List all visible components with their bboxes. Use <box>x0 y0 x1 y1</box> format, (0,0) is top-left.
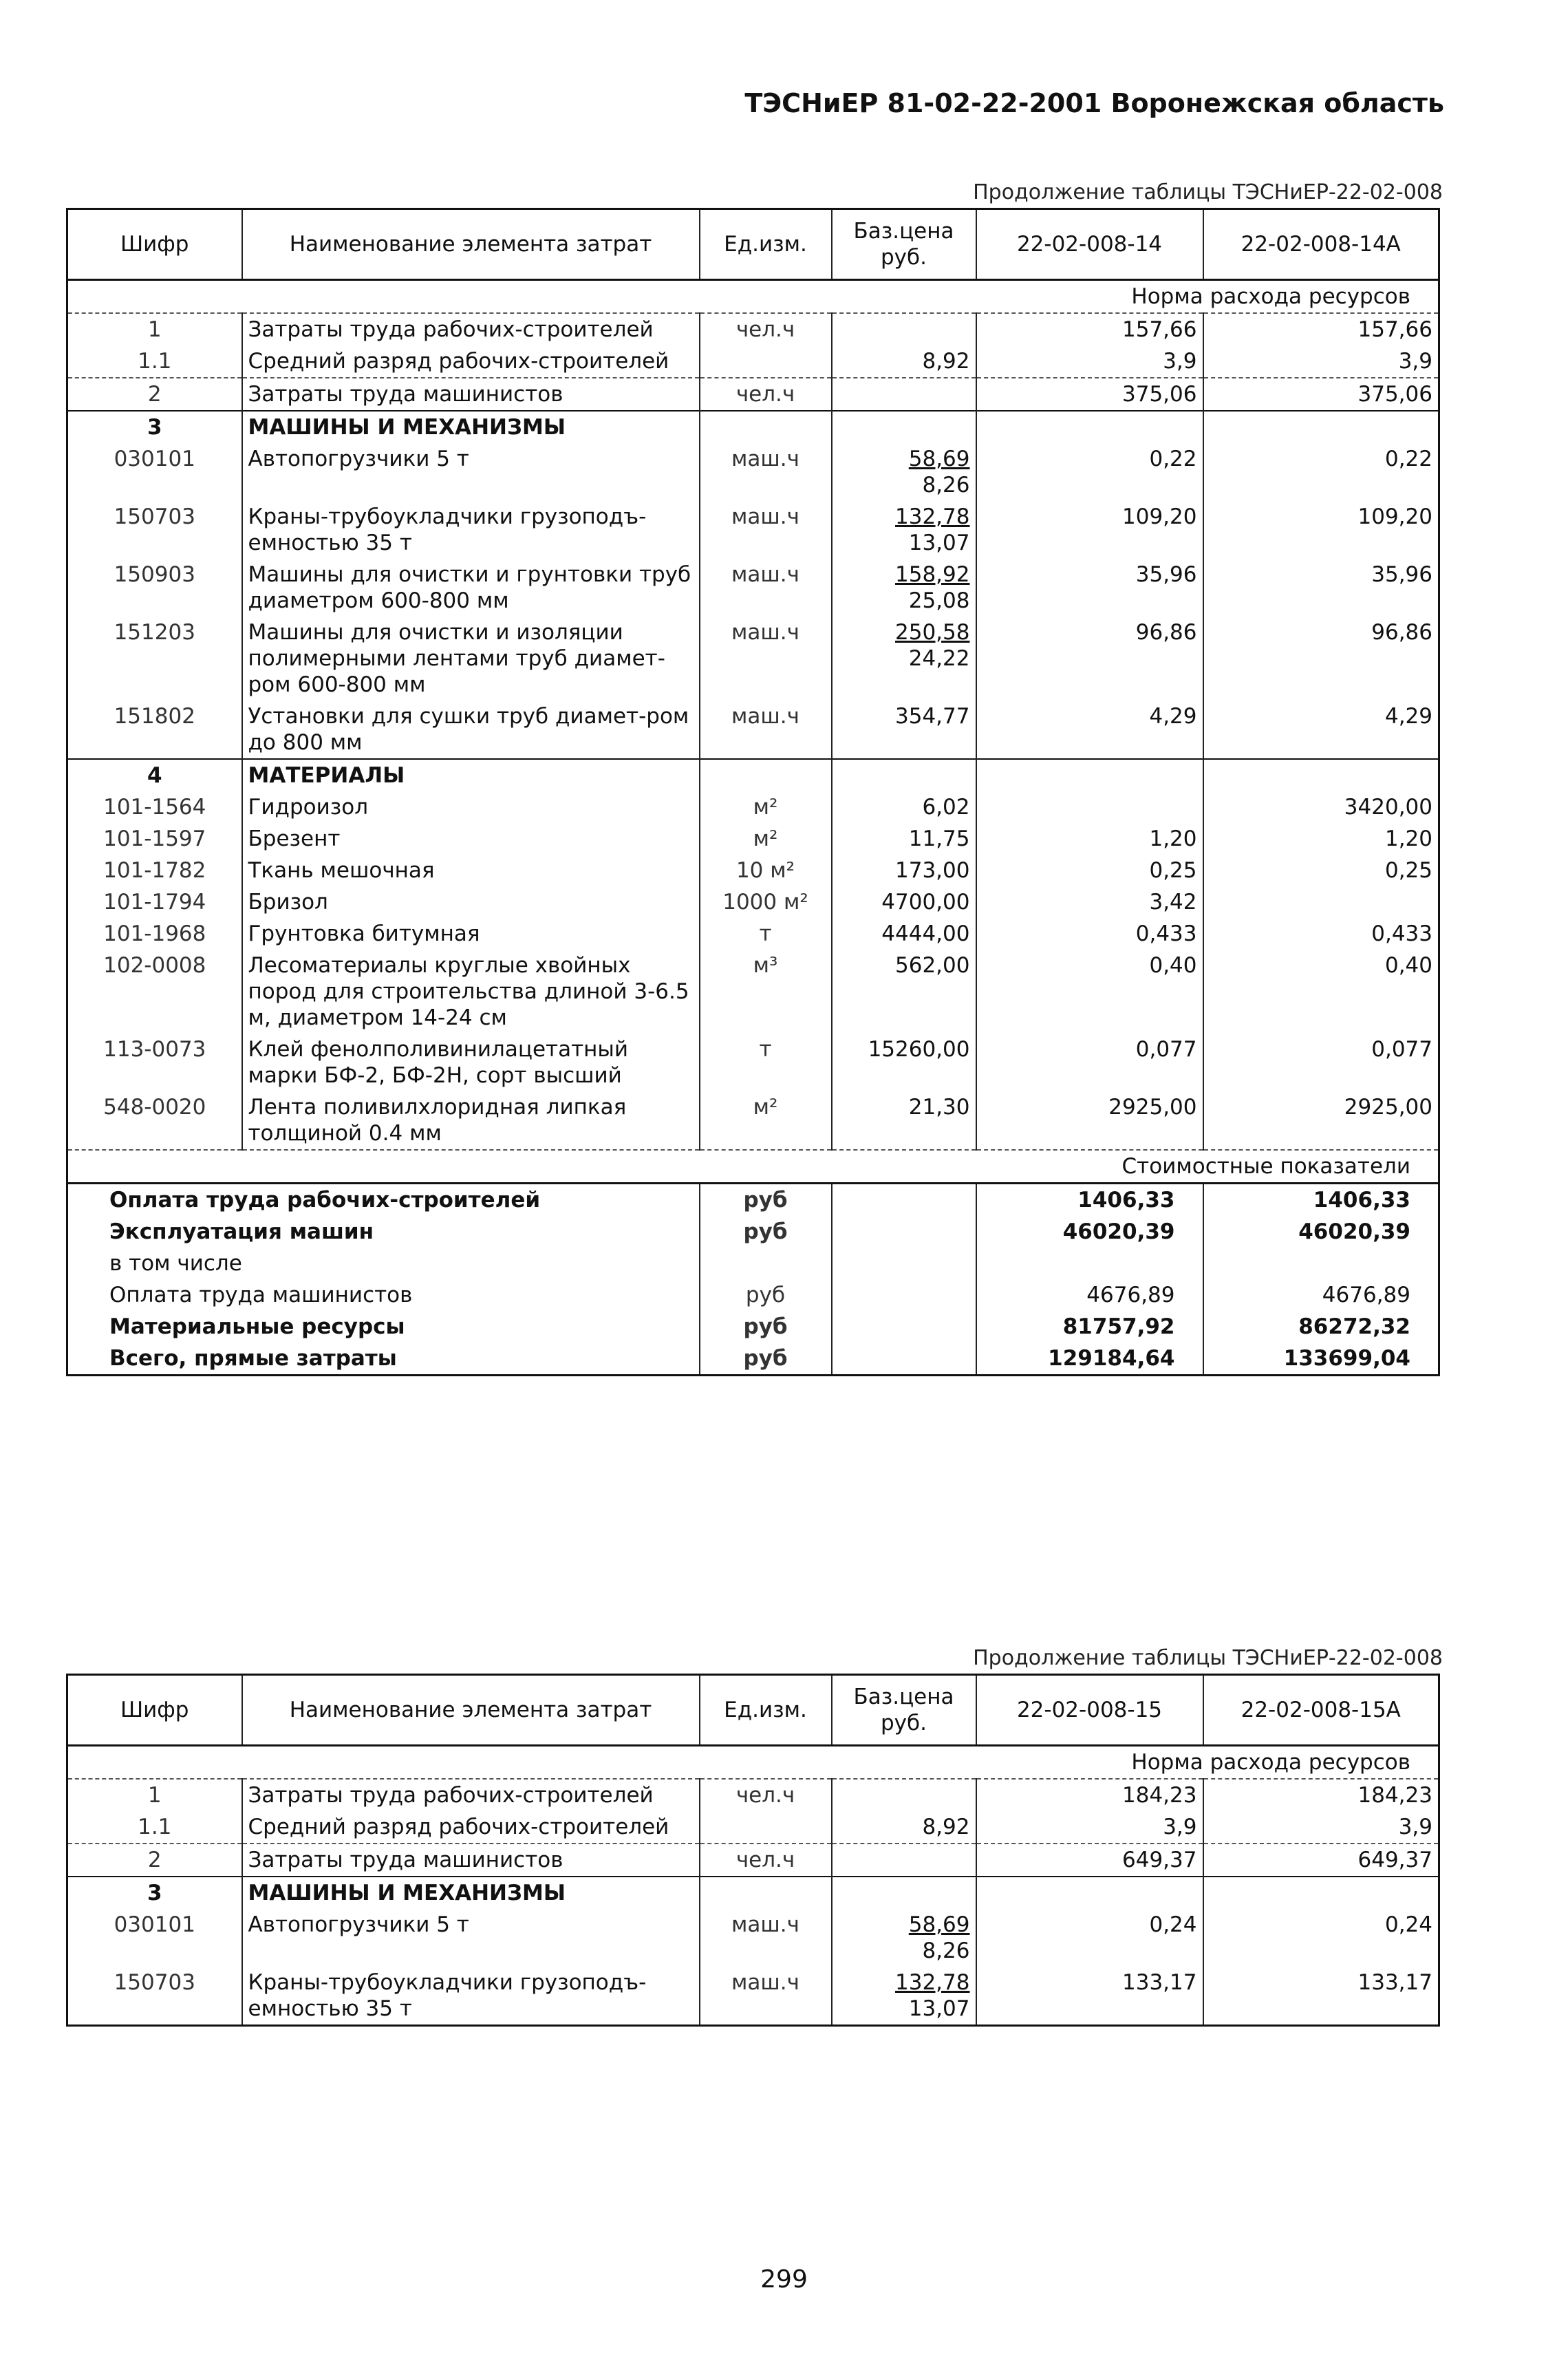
table-row <box>67 378 1439 411</box>
row-base-price: 6,02 <box>832 791 976 823</box>
table-row <box>67 345 1439 378</box>
row-value-variant-2: 4,29 <box>1203 701 1439 759</box>
empty-cell <box>832 1311 976 1343</box>
row-value-variant-2: 184,23 <box>1203 1779 1439 1811</box>
cost-value-variant-1: 4676,89 <box>976 1279 1203 1311</box>
row-code: 101-1597 <box>67 823 242 855</box>
price-wages: 8,26 <box>922 1938 970 1963</box>
row-base-price <box>832 617 976 701</box>
row-value-variant-2: 96,86 <box>1203 617 1439 701</box>
cost-band-label: Стоимостные показатели <box>67 1150 1439 1184</box>
row-base-price: 4444,00 <box>832 918 976 950</box>
row-unit: маш.ч <box>700 501 832 559</box>
row-code: 1 <box>67 313 242 345</box>
row-unit: 10 м² <box>700 855 832 886</box>
row-value-variant-1: 0,077 <box>976 1034 1203 1091</box>
row-code: 1.1 <box>67 1811 242 1844</box>
table-row <box>67 559 1439 617</box>
row-code: 4 <box>67 759 242 791</box>
row-name: Клей фенолполивинилацетатный марки БФ-2, БФ-2Н, сорт высший <box>242 1034 700 1091</box>
column-header-name: Наименование элемента затрат <box>242 209 700 280</box>
row-base-price: 11,75 <box>832 823 976 855</box>
row-code: 101-1782 <box>67 855 242 886</box>
row-unit: м² <box>700 823 832 855</box>
row-value-variant-2: 109,20 <box>1203 501 1439 559</box>
cost-value-variant-1 <box>976 1248 1203 1279</box>
price-total: 58,69 <box>908 447 970 471</box>
table-row <box>67 1811 1439 1844</box>
table-row <box>67 855 1439 886</box>
row-base-price: 15260,00 <box>832 1034 976 1091</box>
empty-cell <box>700 1877 832 1909</box>
price-total: 250,58 <box>895 620 970 645</box>
price-fraction <box>895 619 969 672</box>
row-value-variant-2: 649,37 <box>1203 1844 1439 1877</box>
row-value-variant-1: 109,20 <box>976 501 1203 559</box>
table-body <box>67 1746 1439 2026</box>
price-wages: 13,07 <box>908 531 970 555</box>
table-row <box>67 1034 1439 1091</box>
row-unit <box>700 1811 832 1844</box>
resource-table-1 <box>66 208 1440 1376</box>
column-header-variant-1: 22-02-008-15 <box>976 1675 1203 1746</box>
row-unit: чел.ч <box>700 313 832 345</box>
price-wages: 8,26 <box>922 473 970 498</box>
column-header-unit: Ед.изм. <box>700 1675 832 1746</box>
row-code: 150903 <box>67 559 242 617</box>
row-name: Грунтовка битумная <box>242 918 700 950</box>
cost-unit: руб <box>700 1343 832 1376</box>
row-unit: чел.ч <box>700 1779 832 1811</box>
table-row <box>67 1909 1439 1967</box>
norm-band-row <box>67 280 1439 314</box>
empty-cell <box>832 1343 976 1376</box>
row-code: 101-1564 <box>67 791 242 823</box>
row-name: Средний разряд рабочих-строителей <box>242 1811 700 1844</box>
row-unit: маш.ч <box>700 443 832 501</box>
row-unit: маш.ч <box>700 1967 832 2026</box>
column-header-price: Баз.цена руб. <box>832 1675 976 1746</box>
cost-value-variant-2: 46020,39 <box>1203 1216 1439 1248</box>
row-unit: маш.ч <box>700 559 832 617</box>
row-value-variant-2: 133,17 <box>1203 1967 1439 2026</box>
row-name: Краны-трубоукладчики грузоподъ-емностью 35 т <box>242 501 700 559</box>
row-code: 1 <box>67 1779 242 1811</box>
column-header-price: Баз.цена руб. <box>832 209 976 280</box>
price-wages: 13,07 <box>908 1996 970 2021</box>
table-row <box>67 1091 1439 1150</box>
row-base-price: 8,92 <box>832 1811 976 1844</box>
row-unit: т <box>700 918 832 950</box>
cost-value-variant-1: 1406,33 <box>976 1184 1203 1217</box>
table-row <box>67 1967 1439 2026</box>
cost-value-variant-2: 86272,32 <box>1203 1311 1439 1343</box>
table-row <box>67 501 1439 559</box>
cost-band-row <box>67 1150 1439 1184</box>
row-base-price <box>832 1967 976 2026</box>
column-header-unit: Ед.изм. <box>700 209 832 280</box>
price-total: 158,92 <box>895 562 970 587</box>
row-unit: чел.ч <box>700 378 832 411</box>
row-name: Установки для сушки труб диамет-ром до 800 мм <box>242 701 700 759</box>
row-name: Гидроизол <box>242 791 700 823</box>
row-code: 150703 <box>67 1967 242 2026</box>
row-base-price: 21,30 <box>832 1091 976 1150</box>
row-name: МАШИНЫ И МЕХАНИЗМЫ <box>242 1877 700 1909</box>
row-unit <box>700 345 832 378</box>
empty-cell <box>700 759 832 791</box>
row-value-variant-1: 157,66 <box>976 313 1203 345</box>
column-header-code: Шифр <box>67 1675 242 1746</box>
row-base-price <box>832 1909 976 1967</box>
document-title: ТЭСНиЕР 81-02-22-2001 Воронежская область <box>744 88 1444 118</box>
row-name: Машины для очистки и грунтовки труб диаметром 600-800 мм <box>242 559 700 617</box>
row-value-variant-1: 0,25 <box>976 855 1203 886</box>
row-code: 101-1968 <box>67 918 242 950</box>
row-value-variant-2: 0,077 <box>1203 1034 1439 1091</box>
row-code: 151203 <box>67 617 242 701</box>
row-base-price <box>832 443 976 501</box>
price-wages: 25,08 <box>908 588 970 613</box>
price-total: 58,69 <box>908 1912 970 1937</box>
row-code: 2 <box>67 378 242 411</box>
price-fraction <box>909 1912 970 1964</box>
norm-band-label: Норма расхода ресурсов <box>1131 284 1410 309</box>
row-code: 3 <box>67 411 242 443</box>
section-row <box>67 759 1439 791</box>
column-header-variant-2: 22-02-008-15А <box>1203 1675 1439 1746</box>
price-fraction <box>909 446 970 498</box>
price-total: 132,78 <box>895 1970 970 1995</box>
section-row <box>67 1877 1439 1909</box>
price-wages: 24,22 <box>908 646 970 671</box>
cost-unit <box>700 1248 832 1279</box>
page-number: 299 <box>760 2265 808 2294</box>
row-value-variant-2: 0,40 <box>1203 950 1439 1034</box>
row-code: 113-0073 <box>67 1034 242 1091</box>
row-name: Лесоматериалы круглые хвойных пород для строительства длиной 3-6.5 м, диаметром 14-24 см <box>242 950 700 1034</box>
row-name: Бризол <box>242 886 700 918</box>
column-header-name: Наименование элемента затрат <box>242 1675 700 1746</box>
table-row <box>67 1779 1439 1811</box>
row-value-variant-1: 649,37 <box>976 1844 1203 1877</box>
table-row <box>67 950 1439 1034</box>
cost-unit: руб <box>700 1279 832 1311</box>
cost-value-variant-2: 1406,33 <box>1203 1184 1439 1217</box>
row-name: МАТЕРИАЛЫ <box>242 759 700 791</box>
row-code: 030101 <box>67 1909 242 1967</box>
row-name: Краны-трубоукладчики грузоподъ-емностью 35 т <box>242 1967 700 2026</box>
table-row <box>67 886 1439 918</box>
row-base-price: 4700,00 <box>832 886 976 918</box>
row-unit: м² <box>700 1091 832 1150</box>
empty-cell <box>976 1877 1203 1909</box>
row-base-price: 173,00 <box>832 855 976 886</box>
price-fraction <box>895 1969 969 2022</box>
row-unit: маш.ч <box>700 1909 832 1967</box>
row-unit: маш.ч <box>700 701 832 759</box>
table-row <box>67 918 1439 950</box>
row-value-variant-2 <box>1203 886 1439 918</box>
row-value-variant-1: 133,17 <box>976 1967 1203 2026</box>
row-code: 101-1794 <box>67 886 242 918</box>
table-continuation-caption: Продолжение таблицы ТЭСНиЕР-22-02-008 <box>973 180 1443 204</box>
cost-value-variant-2 <box>1203 1248 1439 1279</box>
row-value-variant-2: 3,9 <box>1203 345 1439 378</box>
column-header-variant-2: 22-02-008-14А <box>1203 209 1439 280</box>
row-base-price <box>832 378 976 411</box>
column-header-code: Шифр <box>67 209 242 280</box>
empty-cell <box>832 759 976 791</box>
table-header-row <box>67 209 1439 280</box>
cost-unit: руб <box>700 1184 832 1217</box>
cost-unit: руб <box>700 1311 832 1343</box>
cost-name: в том числе <box>67 1248 700 1279</box>
row-unit: м² <box>700 791 832 823</box>
row-value-variant-2: 375,06 <box>1203 378 1439 411</box>
row-value-variant-2: 0,25 <box>1203 855 1439 886</box>
row-value-variant-1: 184,23 <box>976 1779 1203 1811</box>
cost-value-variant-1: 81757,92 <box>976 1311 1203 1343</box>
row-unit: т <box>700 1034 832 1091</box>
resource-table-2 <box>66 1674 1440 2027</box>
row-unit: маш.ч <box>700 617 832 701</box>
row-value-variant-2: 157,66 <box>1203 313 1439 345</box>
empty-cell <box>1203 1877 1439 1909</box>
cost-name: Эксплуатация машин <box>67 1216 700 1248</box>
row-code: 2 <box>67 1844 242 1877</box>
row-base-price <box>832 1844 976 1877</box>
row-name: Затраты труда рабочих-строителей <box>242 313 700 345</box>
column-header-variant-1: 22-02-008-14 <box>976 209 1203 280</box>
row-code: 1.1 <box>67 345 242 378</box>
row-code: 151802 <box>67 701 242 759</box>
row-base-price <box>832 1779 976 1811</box>
row-value-variant-2: 0,22 <box>1203 443 1439 501</box>
empty-cell <box>976 759 1203 791</box>
empty-cell <box>832 1279 976 1311</box>
row-base-price: 8,92 <box>832 345 976 378</box>
row-code: 102-0008 <box>67 950 242 1034</box>
table-row <box>67 443 1439 501</box>
price-fraction <box>895 562 969 614</box>
section-row <box>67 411 1439 443</box>
row-value-variant-2: 35,96 <box>1203 559 1439 617</box>
row-code: 030101 <box>67 443 242 501</box>
cost-value-variant-2: 4676,89 <box>1203 1279 1439 1311</box>
row-name: Лента поливилхлоридная липкая толщиной 0.4 мм <box>242 1091 700 1150</box>
table-header-row <box>67 1675 1439 1746</box>
row-code: 3 <box>67 1877 242 1909</box>
table-row <box>67 823 1439 855</box>
empty-cell <box>700 411 832 443</box>
row-value-variant-1 <box>976 791 1203 823</box>
row-value-variant-1: 35,96 <box>976 559 1203 617</box>
norm-band-row <box>67 1746 1439 1780</box>
row-name: Средний разряд рабочих-строителей <box>242 345 700 378</box>
cost-row <box>67 1216 1439 1248</box>
cost-row <box>67 1343 1439 1376</box>
empty-cell <box>832 1248 976 1279</box>
row-name: Машины для очистки и изоляции полимерными лентами труб диамет-ром 600-800 мм <box>242 617 700 701</box>
row-value-variant-2: 1,20 <box>1203 823 1439 855</box>
row-value-variant-1: 3,9 <box>976 345 1203 378</box>
row-code: 150703 <box>67 501 242 559</box>
cost-name: Всего, прямые затраты <box>67 1343 700 1376</box>
price-fraction <box>895 504 969 556</box>
cost-value-variant-1: 129184,64 <box>976 1343 1203 1376</box>
row-value-variant-1: 375,06 <box>976 378 1203 411</box>
empty-cell <box>976 411 1203 443</box>
row-name: Автопогрузчики 5 т <box>242 1909 700 1967</box>
row-base-price <box>832 559 976 617</box>
row-value-variant-1: 1,20 <box>976 823 1203 855</box>
empty-cell <box>832 1184 976 1217</box>
table-row <box>67 313 1439 345</box>
table-body <box>67 280 1439 1376</box>
cost-value-variant-1: 46020,39 <box>976 1216 1203 1248</box>
row-value-variant-1: 3,42 <box>976 886 1203 918</box>
empty-cell <box>1203 411 1439 443</box>
cost-unit: руб <box>700 1216 832 1248</box>
row-code: 548-0020 <box>67 1091 242 1150</box>
empty-cell <box>832 1877 976 1909</box>
cost-value-variant-2: 133699,04 <box>1203 1343 1439 1376</box>
row-name: Брезент <box>242 823 700 855</box>
cost-row <box>67 1248 1439 1279</box>
cost-name: Оплата труда машинистов <box>67 1279 700 1311</box>
row-value-variant-2: 3,9 <box>1203 1811 1439 1844</box>
row-unit: 1000 м² <box>700 886 832 918</box>
row-unit: чел.ч <box>700 1844 832 1877</box>
table-continuation-caption: Продолжение таблицы ТЭСНиЕР-22-02-008 <box>973 1646 1443 1670</box>
table-row <box>67 791 1439 823</box>
row-base-price: 354,77 <box>832 701 976 759</box>
row-value-variant-1: 0,40 <box>976 950 1203 1034</box>
row-base-price: 562,00 <box>832 950 976 1034</box>
price-total: 132,78 <box>895 504 970 529</box>
row-base-price <box>832 501 976 559</box>
row-name: МАШИНЫ И МЕХАНИЗМЫ <box>242 411 700 443</box>
table-row <box>67 1844 1439 1877</box>
row-value-variant-1: 0,433 <box>976 918 1203 950</box>
row-value-variant-2: 3420,00 <box>1203 791 1439 823</box>
row-value-variant-2: 0,433 <box>1203 918 1439 950</box>
row-value-variant-2: 2925,00 <box>1203 1091 1439 1150</box>
cost-name: Оплата труда рабочих-строителей <box>67 1184 700 1217</box>
row-name: Затраты труда рабочих-строителей <box>242 1779 700 1811</box>
row-name: Затраты труда машинистов <box>242 1844 700 1877</box>
empty-cell <box>1203 759 1439 791</box>
row-base-price <box>832 313 976 345</box>
table-row <box>67 617 1439 701</box>
row-name: Автопогрузчики 5 т <box>242 443 700 501</box>
row-value-variant-1: 4,29 <box>976 701 1203 759</box>
row-value-variant-1: 0,24 <box>976 1909 1203 1967</box>
empty-cell <box>832 411 976 443</box>
row-value-variant-1: 96,86 <box>976 617 1203 701</box>
row-unit: м³ <box>700 950 832 1034</box>
cost-row <box>67 1184 1439 1217</box>
row-name: Затраты труда машинистов <box>242 378 700 411</box>
row-value-variant-2: 0,24 <box>1203 1909 1439 1967</box>
row-value-variant-1: 2925,00 <box>976 1091 1203 1150</box>
empty-cell <box>832 1216 976 1248</box>
row-value-variant-1: 3,9 <box>976 1811 1203 1844</box>
table-row <box>67 701 1439 759</box>
cost-row <box>67 1279 1439 1311</box>
row-value-variant-1: 0,22 <box>976 443 1203 501</box>
norm-band-label: Норма расхода ресурсов <box>1131 1750 1410 1775</box>
cost-row <box>67 1311 1439 1343</box>
row-name: Ткань мешочная <box>242 855 700 886</box>
cost-name: Материальные ресурсы <box>67 1311 700 1343</box>
